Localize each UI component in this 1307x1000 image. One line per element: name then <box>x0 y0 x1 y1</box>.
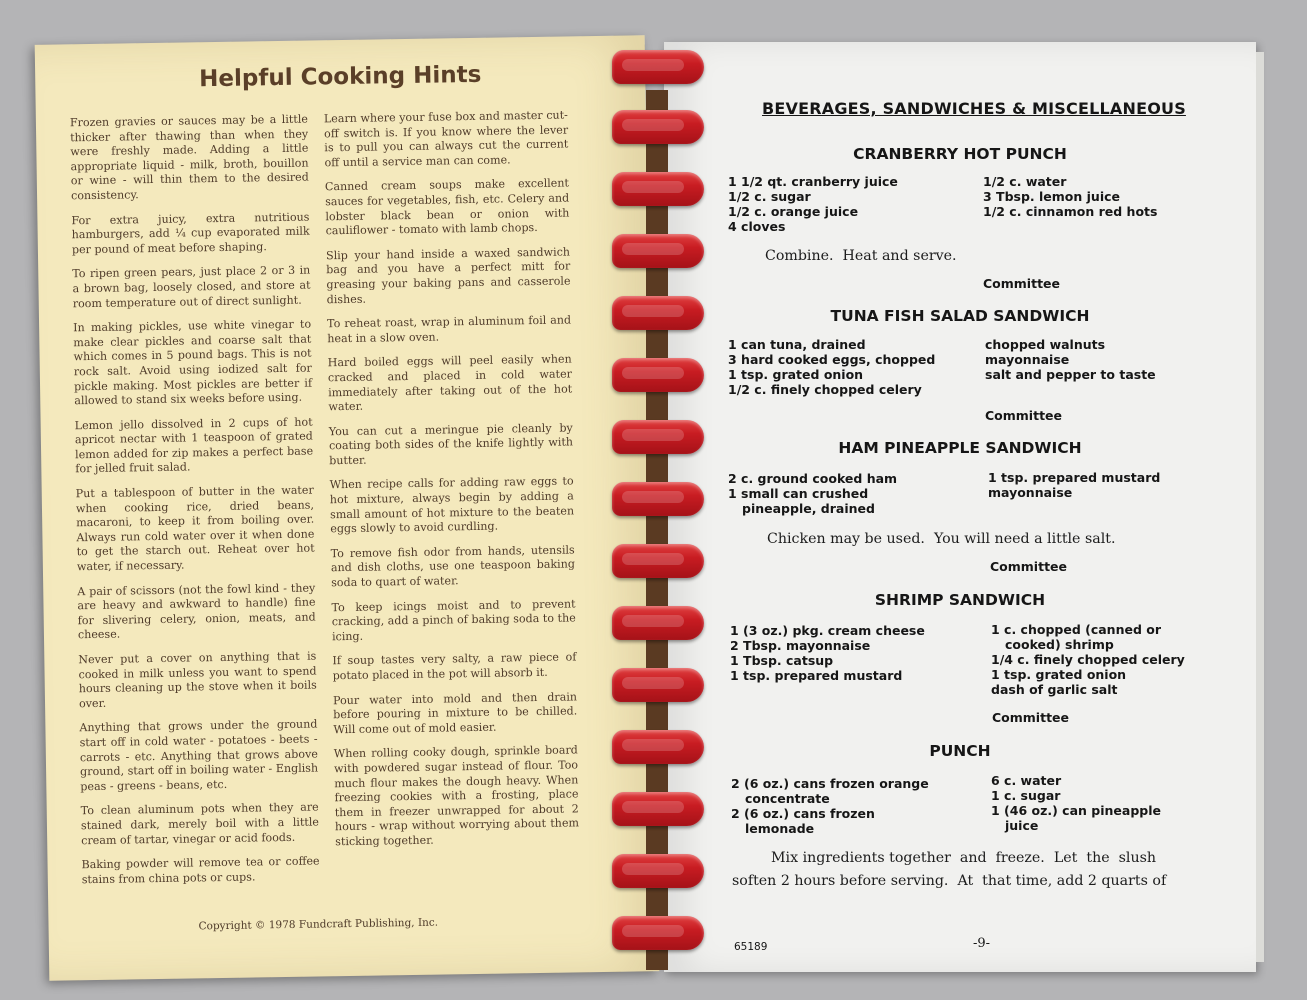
ingredient: 3 hard cooked eggs, chopped <box>728 352 936 367</box>
recipe-instructions: Mix ingredients together and freeze. Let the slush <box>771 850 1157 866</box>
left-page <box>35 35 660 980</box>
recipe-title: TUNA FISH SALAD SANDWICH <box>830 307 1090 325</box>
spiral-coil <box>612 234 704 268</box>
ingredient: juice <box>1005 818 1039 833</box>
spiral-coil <box>612 482 704 516</box>
ingredient: 1/4 c. finely chopped celery <box>991 652 1185 667</box>
ingredient: 1/2 c. sugar <box>728 189 811 204</box>
hint-paragraph: Learn where your fuse box and master cut-off switch is. If you know where the lever is to pull you can always cut the current off until a service man can come. <box>323 108 569 170</box>
spiral-coil <box>612 854 704 888</box>
hint-paragraph: To keep icings moist and to prevent cracking, add a pinch of baking soda to the icing. <box>331 597 576 644</box>
ingredient: 1 tsp. grated onion <box>991 667 1127 682</box>
spiral-coil <box>612 420 704 454</box>
ingredient: mayonnaise <box>988 485 1073 500</box>
hint-paragraph: Canned cream soups make excellent sauces for vegetables, fish, etc. Celery and lobster black bean or onion with cauliflower - tomato with lamb chops. <box>324 176 570 238</box>
ingredient-list-left <box>728 337 935 397</box>
ingredient: dash of garlic salt <box>991 682 1118 697</box>
ingredient: 2 c. ground cooked ham <box>728 471 898 486</box>
section-header: BEVERAGES, SANDWICHES & MISCELLANEOUS <box>762 99 1186 118</box>
ingredient: 6 c. water <box>991 773 1062 788</box>
ingredient: 1 tsp. grated onion <box>728 367 864 382</box>
print-code: 65189 <box>734 941 768 953</box>
recipe-instructions: Chicken may be used. You will need a little salt. <box>767 531 1116 547</box>
ingredient: 2 (6 oz.) cans frozen orange <box>731 776 929 791</box>
hint-paragraph: Anything that grows under the ground start off in cold water - potatoes - beets - carrots - etc. Anything that grows above ground, start off in boiling water - English peas - greens - beans, etc. <box>79 717 319 793</box>
recipe-credit: Committee <box>983 276 1061 291</box>
ingredient: 1 can tuna, drained <box>728 337 866 352</box>
spiral-coil <box>612 916 704 950</box>
ingredient: 1 c. sugar <box>991 788 1061 803</box>
ingredient: 1 small can crushed <box>728 486 869 501</box>
recipe-instructions: soften 2 hours before serving. At that time, add 2 quarts of <box>732 873 1167 889</box>
ingredient: 1 tsp. prepared mustard <box>988 470 1161 485</box>
ingredient: 2 (6 oz.) cans frozen <box>731 806 875 821</box>
spiral-coil <box>612 296 704 330</box>
ingredient: concentrate <box>745 791 830 806</box>
recipe-credit: Committee <box>990 559 1068 574</box>
hint-paragraph: In making pickles, use white vinegar to make clear pickles and coarse salt that which comes in 5 pound bags. This is not rock salt. Avoid using iodized salt for pickle making. Most pickles are better if allowed to stand six weeks before using. <box>73 317 313 408</box>
recipe-title: PUNCH <box>929 742 991 760</box>
ingredient: mayonnaise <box>985 352 1070 367</box>
hint-paragraph: If soup tastes very salty, a raw piece of potato placed in the pot will absorb it. <box>332 650 577 683</box>
hint-paragraph: To remove fish odor from hands, utensils and dish cloths, use one teaspoon baking soda to quart of water. <box>330 543 576 590</box>
ingredient: 1 c. chopped (canned or <box>991 622 1162 637</box>
right-page <box>664 42 1256 972</box>
ingredient: pineapple, drained <box>742 501 875 516</box>
ingredient-list-right <box>988 470 1160 500</box>
spiral-coil <box>612 606 704 640</box>
ingredient-list-left <box>728 471 897 516</box>
hint-paragraph: To reheat roast, wrap in aluminum foil and heat in a slow oven. <box>327 313 572 346</box>
ingredient: 1/2 c. finely chopped celery <box>728 382 922 397</box>
hint-paragraph: Hard boiled eggs will peel easily when cracked and placed in cold water immediately after taking out of the hot water. <box>327 352 573 414</box>
spiral-coil <box>612 358 704 392</box>
hint-paragraph: Pour water into mold and then drain before pouring in mixture to be chilled. Will come out of mold easier. <box>332 690 578 737</box>
ingredient-list-right <box>983 174 1157 219</box>
ingredient-list-right <box>991 622 1185 697</box>
ingredient: cooked) shrimp <box>1005 637 1114 652</box>
ingredient-list-left <box>730 623 925 683</box>
hint-paragraph: To clean aluminum pots when they are stained dark, merely boil with a little cream of tartar, vinegar or acid foods. <box>80 800 320 847</box>
hint-paragraph: Slip your hand inside a waxed sandwich bag and you have a perfect mitt for greasing your baking pans and casserole dishes. <box>325 245 571 306</box>
ingredient: lemonade <box>745 821 815 836</box>
ingredient: 1/2 c. water <box>983 174 1067 189</box>
hint-paragraph: When rolling cooky dough, sprinkle board with powdered sugar instead of flour. Too much flour makes the dough heavy. When freezing cookies with a frosting, place them in freezer unwrapped for about 2 hours - wrap without worrying about them sticking together. <box>333 743 580 849</box>
spiral-coil <box>612 172 704 206</box>
ingredient: salt and pepper to taste <box>985 367 1156 382</box>
ingredient: 1 Tbsp. catsup <box>730 653 834 668</box>
hint-paragraph: To ripen green pears, just place 2 or 3 in a brown bag, loosely closed, and store at room temperature out of direct sunlight. <box>72 263 311 310</box>
ingredient-list-right <box>985 337 1156 382</box>
spiral-coil <box>612 544 704 578</box>
spiral-coil <box>612 50 704 84</box>
spiral-coil <box>612 730 704 764</box>
page-number: -9- <box>973 936 991 951</box>
hints-column-1 <box>70 113 320 898</box>
page-stack-edge <box>1256 52 1264 962</box>
hint-paragraph: A pair of scissors (not the fowl kind - they are heavy and awkward to handle) fine for slivering celery, onion, meats, and cheese. <box>77 581 316 642</box>
ingredient: 1 (3 oz.) pkg. cream cheese <box>730 623 925 638</box>
hint-paragraph: Lemon jello dissolved in 2 cups of hot apricot nectar with 1 teaspoon of grated lemon added for zip makes a perfect base for jelled fruit salad. <box>74 415 314 476</box>
ingredient: chopped walnuts <box>985 337 1106 352</box>
ingredient: 3 Tbsp. lemon juice <box>983 189 1120 204</box>
ingredient: 4 cloves <box>728 219 786 234</box>
hint-paragraph: For extra juicy, extra nutritious hamburgers, add ¼ cup evaporated milk per pound of meat before shaping. <box>71 210 310 257</box>
ingredient: 2 Tbsp. mayonnaise <box>730 638 871 653</box>
ingredient-list-left <box>728 174 898 234</box>
hint-paragraph: Frozen gravies or sauces may be a little thicker after thawing than when they were freshly made. Adding a little appropriate liquid - milk, broth, bouillon or wine - will thin them to the desired consistency. <box>69 112 309 203</box>
spiral-coil <box>612 668 704 702</box>
hints-column-2 <box>324 108 580 859</box>
recipe-title: SHRIMP SANDWICH <box>874 591 1046 609</box>
ingredient: 1/2 c. orange juice <box>728 204 859 219</box>
recipe-credit: Committee <box>992 710 1070 725</box>
hint-paragraph: Put a tablespoon of butter in the water when cooking rice, dried beans, macaroni, to keep it from boiling over. Always run cold water over it when done to get the starch out. Reheat over hot water, if necessary. <box>75 483 315 574</box>
ingredient: 1 (46 oz.) can pineapple <box>991 803 1161 818</box>
ingredient-list-left <box>731 776 929 836</box>
ingredient: 1 1/2 qt. cranberry juice <box>728 174 898 189</box>
hint-paragraph: When recipe calls for adding raw eggs to hot mixture, always begin by adding a small amount of hot mixture to the beaten eggs slowly to avoid curdling. <box>329 474 575 536</box>
spiral-coil <box>612 110 704 144</box>
copyright-notice: Copyright © 1978 Fundcraft Publishing, Inc. <box>198 916 439 933</box>
ingredient-list-right <box>991 773 1161 833</box>
recipe-instructions: Combine. Heat and serve. <box>765 248 957 264</box>
left-page-title: Helpful Cooking Hints <box>198 61 482 93</box>
ingredient: 1 tsp. prepared mustard <box>730 668 903 683</box>
spiral-coil <box>612 792 704 826</box>
binding-spine <box>646 90 668 970</box>
recipe-title: CRANBERRY HOT PUNCH <box>853 145 1067 163</box>
hint-paragraph: Baking powder will remove tea or coffee stains from china pots or cups. <box>81 854 320 886</box>
ingredient: 1/2 c. cinnamon red hots <box>983 204 1158 219</box>
hint-paragraph: You can cut a meringue pie cleanly by coating both sides of the knife lightly with butter. <box>328 421 574 468</box>
recipe-title: HAM PINEAPPLE SANDWICH <box>838 439 1082 457</box>
hint-paragraph: Never put a cover on anything that is cooked in milk unless you want to spend hours cleaning up the stove when it boils over. <box>78 649 317 711</box>
recipe-credit: Committee <box>985 408 1063 423</box>
